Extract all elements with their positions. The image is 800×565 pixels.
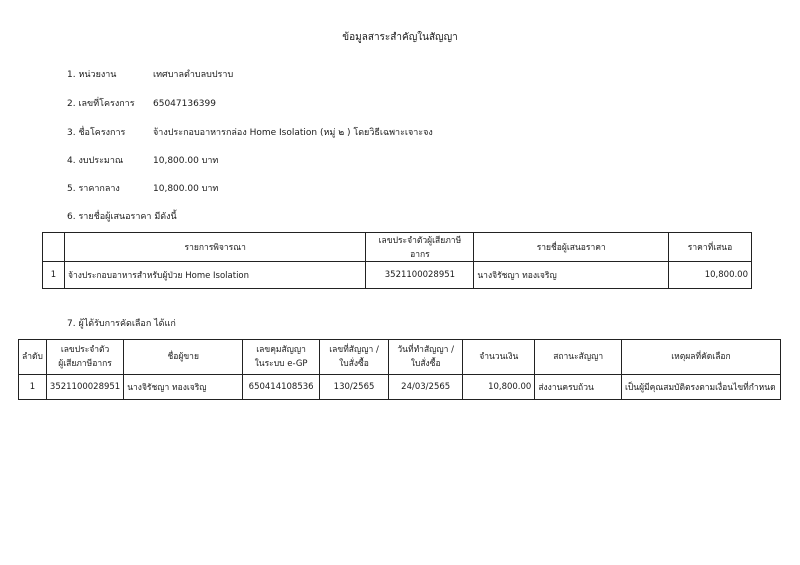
header-line-1: ลำดับ <box>22 352 43 362</box>
header-line-1: วันที่ทำสัญญา / <box>397 345 454 355</box>
field-label: 2. เลขที่โครงการ <box>67 99 135 109</box>
column-header-contract-date <box>389 340 463 375</box>
header-line-2: ผู้เสียภาษีอากร <box>58 359 112 369</box>
column-header-amount <box>463 340 535 375</box>
cell-index: 1 <box>19 375 47 400</box>
cell-index: 1 <box>43 262 65 289</box>
field-label: 3. ชื่อโครงการ <box>67 128 126 138</box>
field-value: 65047136399 <box>153 99 216 109</box>
field-value: 10,800.00 บาท <box>153 156 219 166</box>
section-winners-heading: 7. ผู้ได้รับการคัดเลือก ได้แก่ <box>67 319 176 329</box>
field-agency <box>67 67 233 81</box>
table-row <box>43 262 752 289</box>
header-line-1: เหตุผลที่คัดเลือก <box>671 352 731 362</box>
column-header-index <box>19 340 47 375</box>
table-row <box>19 375 781 400</box>
field-project-number <box>67 96 216 110</box>
field-label: 5. ราคากลาง <box>67 184 120 194</box>
header-line-2: ในระบบ e-GP <box>254 359 308 369</box>
cell-item: จ้างประกอบอาหารสำหรับผู้ป่วย Home Isolation <box>64 262 365 289</box>
field-label: 4. งบประมาณ <box>67 156 124 166</box>
column-header-index <box>43 233 65 262</box>
header-line-2: ใบสั่งซื้อ <box>410 359 441 369</box>
column-header-tax-id <box>46 340 123 375</box>
column-header-item: รายการพิจารณา <box>64 233 365 262</box>
column-header-tax-id: เลขประจำตัวผู้เสียภาษีอากร <box>366 233 474 262</box>
header-line-1: เลขคุมสัญญา <box>256 345 306 355</box>
field-budget <box>67 153 218 167</box>
column-header-status <box>535 340 622 375</box>
column-header-bidder: รายชื่อผู้เสนอราคา <box>474 233 669 262</box>
column-header-seller <box>124 340 243 375</box>
header-line-1: ชื่อผู้ขาย <box>167 352 199 362</box>
cell-contract-date: 24/03/2565 <box>389 375 463 400</box>
table-header-row <box>19 340 781 375</box>
column-header-reason <box>621 340 780 375</box>
header-line-1: สถานะสัญญา <box>553 352 604 362</box>
field-label: 1. หน่วยงาน <box>67 70 117 80</box>
field-value: 10,800.00 บาท <box>153 184 219 194</box>
cell-status: ส่งงานครบถ้วน <box>535 375 622 400</box>
table-header-row <box>43 233 752 262</box>
section-bidders-heading: 6. รายชื่อผู้เสนอราคา มีดังนี้ <box>67 212 177 222</box>
field-value: จ้างประกอบอาหารกล่อง Home Isolation (หมู่ ๒ ) โดยวิธีเฉพาะเจาะจง <box>153 128 433 138</box>
header-line-1: เลขประจำตัว <box>60 345 110 355</box>
field-value: เทศบาลตำบลบปราบ <box>153 70 234 80</box>
bidders-table <box>42 232 752 289</box>
column-header-contract-number <box>320 340 389 375</box>
cell-price: 10,800.00 <box>669 262 752 289</box>
header-line-2: ใบสั่งซื้อ <box>339 359 369 369</box>
cell-seller: นางจิรัชญา ทองเจริญ <box>124 375 243 400</box>
column-header-price: ราคาที่เสนอ <box>669 233 752 262</box>
cell-tax-id: 3521100028951 <box>366 262 474 289</box>
header-line-1: เลขที่สัญญา / <box>329 345 379 355</box>
cell-egp-number: 650414108536 <box>243 375 320 400</box>
column-header-egp-number <box>243 340 320 375</box>
document-title: ข้อมูลสาระสำคัญในสัญญา <box>342 32 458 43</box>
winners-table <box>18 339 781 400</box>
header-line-1: จำนวนเงิน <box>479 352 519 362</box>
cell-reason: เป็นผู้มีคุณสมบัติตรงตามเงื่อนไขที่กำหนด <box>621 375 780 400</box>
field-median-price <box>67 181 218 195</box>
field-project-name <box>67 125 433 139</box>
cell-bidder: นางจิรัชญา ทองเจริญ <box>474 262 669 289</box>
cell-contract-number: 130/2565 <box>320 375 389 400</box>
cell-amount: 10,800.00 <box>463 375 535 400</box>
cell-tax-id: 3521100028951 <box>46 375 123 400</box>
